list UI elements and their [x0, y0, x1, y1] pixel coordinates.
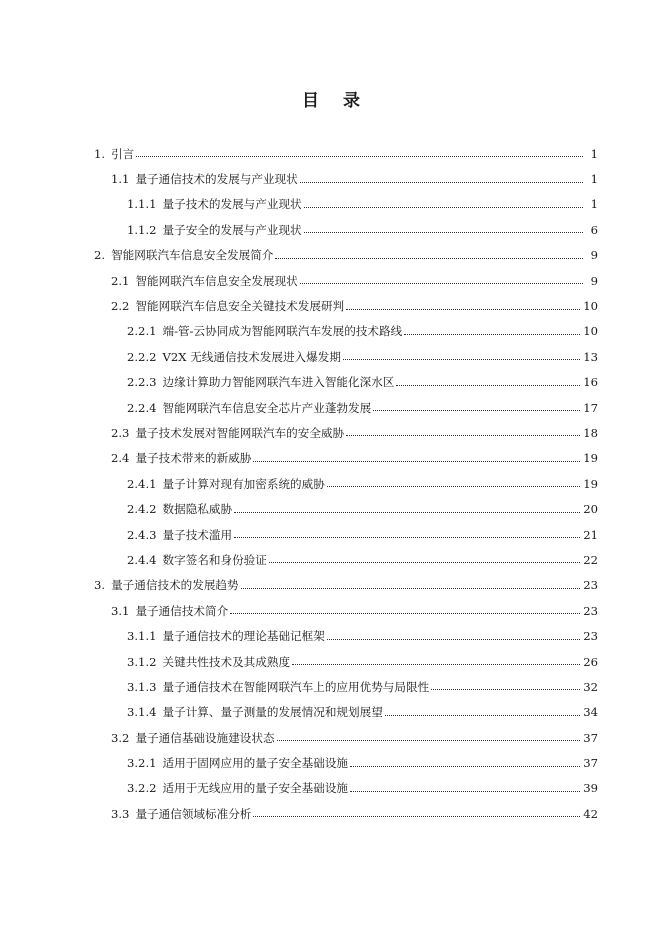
toc-entry[interactable]	[0, 725, 662, 750]
toc-entry-number: 3.	[94, 578, 106, 593]
toc-entry-page-number: 22	[583, 552, 598, 567]
toc-entry[interactable]	[0, 496, 662, 521]
toc-entry-title: 边缘计算助力智能网联汽车进入智能化深水区	[162, 375, 395, 390]
toc-entry-page-number: 17	[583, 400, 598, 415]
toc-entry[interactable]	[0, 293, 662, 318]
toc-entry[interactable]	[0, 268, 662, 293]
toc-entry-number: 3.1.4	[127, 705, 157, 720]
toc-entry-number: 3.1	[111, 603, 130, 618]
toc-entry-title: 量子技术滥用	[162, 527, 233, 542]
toc-entry-page-number: 1	[590, 197, 598, 212]
toc-entry[interactable]	[0, 166, 662, 191]
toc-entry[interactable]	[0, 674, 662, 699]
toc-entry-number: 2.4	[111, 451, 130, 466]
toc-entry[interactable]	[0, 776, 662, 801]
dot-leader	[253, 816, 580, 817]
toc-entry-page-number: 9	[590, 273, 598, 288]
toc-entry-page-number: 39	[583, 781, 598, 796]
toc-entry-title: 量子技术发展对智能网联汽车的安全威胁	[135, 425, 345, 440]
toc-entry-page-number: 20	[583, 502, 598, 517]
toc-entry[interactable]	[0, 471, 662, 496]
toc-entry-title: 智能网联汽车信息安全发展简介	[111, 248, 274, 263]
toc-entry[interactable]	[0, 446, 662, 471]
toc-entry-number: 1.1	[111, 172, 130, 187]
toc-entry-page-number: 34	[583, 705, 598, 720]
toc-entry-number: 2.2.2	[127, 349, 157, 364]
toc-entry[interactable]	[0, 344, 662, 369]
toc-entry-number: 2.4.4	[127, 552, 157, 567]
dot-leader	[343, 359, 580, 360]
toc-entry-title: 量子通信技术简介	[135, 603, 229, 618]
dot-leader	[404, 334, 580, 335]
page-title: 目 录	[302, 91, 369, 111]
dot-leader	[241, 588, 581, 589]
dot-leader	[385, 715, 580, 716]
toc-entry-page-number: 19	[583, 476, 598, 491]
toc-entry-number: 2.4.3	[127, 527, 157, 542]
dot-leader	[136, 156, 583, 157]
toc-entry-page-number: 19	[583, 451, 598, 466]
toc-entry-page-number: 6	[590, 222, 598, 237]
toc-entry-title: 关键共性技术及其成熟度	[162, 654, 291, 669]
dot-leader	[234, 537, 580, 538]
toc-entry-page-number: 32	[583, 679, 598, 694]
toc-entry-number: 3.2.2	[127, 781, 157, 796]
toc-entry-title: 量子计算、量子测量的发展情况和规划展望	[162, 705, 383, 720]
toc-entry-page-number: 26	[583, 654, 598, 669]
table-of-contents	[0, 141, 662, 827]
toc-entry-number: 1.1.1	[127, 197, 157, 212]
toc-entry[interactable]	[0, 573, 662, 598]
toc-entry-page-number: 37	[583, 756, 598, 771]
toc-entry-number: 3.3	[111, 806, 130, 821]
toc-entry[interactable]	[0, 623, 662, 648]
toc-entry-title: 量子通信技术在智能网联汽车上的应用优势与局限性	[162, 679, 430, 694]
toc-entry[interactable]	[0, 395, 662, 420]
toc-entry-number: 2.4.2	[127, 502, 157, 517]
toc-entry-number: 2.2.1	[127, 324, 157, 339]
toc-entry-number: 1.	[94, 146, 106, 161]
toc-entry[interactable]	[0, 141, 662, 166]
toc-entry-title: 量子通信技术的发展与产业现状	[135, 172, 298, 187]
toc-entry[interactable]	[0, 750, 662, 775]
toc-entry-number: 2.4.1	[127, 476, 157, 491]
toc-entry-title: 引言	[111, 146, 135, 161]
toc-entry[interactable]	[0, 370, 662, 395]
toc-entry-title: V2X 无线通信技术发展进入爆发期	[162, 349, 341, 364]
toc-entry[interactable]	[0, 700, 662, 725]
toc-entry-title: 量子技术带来的新威胁	[135, 451, 252, 466]
toc-entry-number: 2.1	[111, 273, 130, 288]
toc-entry-page-number: 1	[590, 172, 598, 187]
dot-leader	[327, 486, 580, 487]
toc-entry-page-number: 10	[583, 324, 598, 339]
toc-entry-title: 端-管-云协同成为智能网联汽车发展的技术路线	[162, 324, 403, 339]
toc-entry-title: 智能网联汽车信息安全芯片产业蓬勃发展	[162, 400, 372, 415]
dot-leader	[300, 283, 583, 284]
toc-entry-page-number: 23	[583, 629, 598, 644]
toc-entry-title: 量子通信领域标准分析	[135, 806, 252, 821]
toc-entry[interactable]	[0, 319, 662, 344]
toc-entry-number: 2.	[94, 248, 106, 263]
toc-entry[interactable]	[0, 217, 662, 242]
toc-entry-title: 量子安全的发展与产业现状	[162, 222, 302, 237]
dot-leader	[346, 309, 580, 310]
toc-entry-number: 2.2.3	[127, 375, 157, 390]
dot-leader	[350, 766, 580, 767]
toc-entry-page-number: 23	[583, 578, 598, 593]
dot-leader	[350, 791, 580, 792]
toc-entry-title: 适用于固网应用的量子安全基础设施	[162, 756, 349, 771]
dot-leader	[234, 512, 580, 513]
toc-entry-title: 智能网联汽车信息安全关键技术发展研判	[135, 299, 345, 314]
toc-entry-number: 3.1.1	[127, 629, 157, 644]
dot-leader	[304, 207, 583, 208]
toc-entry-title: 量子技术的发展与产业现状	[162, 197, 302, 212]
dot-leader	[346, 435, 580, 436]
toc-entry-title: 量子计算对现有加密系统的威胁	[162, 476, 325, 491]
toc-entry-number: 3.2.1	[127, 756, 157, 771]
toc-entry-page-number: 21	[583, 527, 598, 542]
toc-entry-number: 3.1.3	[127, 679, 157, 694]
toc-entry-number: 2.2.4	[127, 400, 157, 415]
dot-leader	[327, 639, 580, 640]
toc-entry-page-number: 10	[583, 299, 598, 314]
toc-entry-title: 数据隐私威胁	[162, 502, 233, 517]
toc-entry-title: 量子通信技术的理论基础记框架	[162, 629, 325, 644]
toc-entry[interactable]	[0, 243, 662, 268]
toc-entry-title: 量子通信基础设施建设状态	[135, 730, 275, 745]
dot-leader	[275, 258, 583, 259]
toc-entry-number: 1.1.2	[127, 222, 157, 237]
dot-leader	[373, 410, 580, 411]
dot-leader	[292, 664, 580, 665]
toc-entry-page-number: 23	[583, 603, 598, 618]
toc-entry[interactable]	[0, 598, 662, 623]
toc-entry-page-number: 9	[590, 248, 598, 263]
toc-entry-page-number: 1	[590, 146, 598, 161]
toc-entry[interactable]	[0, 192, 662, 217]
toc-entry[interactable]	[0, 522, 662, 547]
dot-leader	[253, 461, 580, 462]
toc-entry-page-number: 37	[583, 730, 598, 745]
toc-entry-title: 适用于无线应用的量子安全基础设施	[162, 781, 349, 796]
toc-entry[interactable]	[0, 649, 662, 674]
toc-entry-page-number: 18	[583, 425, 598, 440]
dot-leader	[277, 740, 581, 741]
toc-entry-page-number: 16	[583, 375, 598, 390]
toc-entry[interactable]	[0, 420, 662, 445]
dot-leader	[300, 182, 583, 183]
toc-entry-page-number: 42	[583, 806, 598, 821]
dot-leader	[230, 613, 580, 614]
dot-leader	[396, 385, 580, 386]
toc-entry-title: 智能网联汽车信息安全发展现状	[135, 273, 298, 288]
toc-entry[interactable]	[0, 547, 662, 572]
toc-entry-page-number: 13	[583, 349, 598, 364]
toc-entry-number: 3.2	[111, 730, 130, 745]
dot-leader	[304, 232, 583, 233]
dot-leader	[431, 689, 580, 690]
toc-entry-title: 数字签名和身份验证	[162, 552, 267, 567]
dot-leader	[269, 562, 580, 563]
toc-entry-number: 2.2	[111, 299, 130, 314]
toc-entry[interactable]	[0, 801, 662, 826]
toc-entry-number: 2.3	[111, 425, 130, 440]
toc-entry-number: 3.1.2	[127, 654, 157, 669]
toc-entry-title: 量子通信技术的发展趋势	[111, 578, 239, 593]
